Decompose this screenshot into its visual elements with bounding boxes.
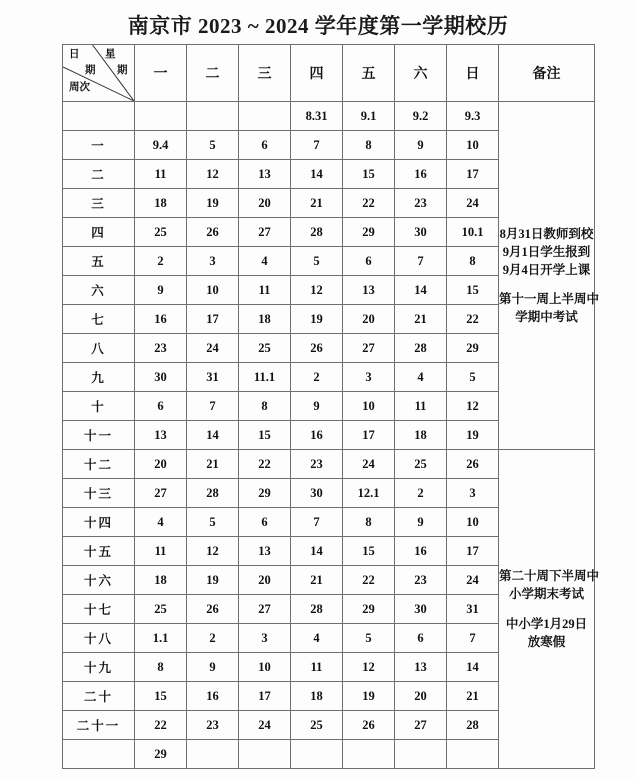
date-cell: 15 — [447, 276, 499, 305]
date-cell: 19 — [187, 189, 239, 218]
date-cell: 22 — [447, 305, 499, 334]
date-cell: 12.1 — [343, 479, 395, 508]
date-cell: 24 — [447, 566, 499, 595]
remarks-cell — [499, 450, 600, 769]
date-cell: 18 — [291, 682, 343, 711]
date-cell: 12 — [447, 392, 499, 421]
date-cell: 2 — [395, 479, 447, 508]
date-cell: 26 — [187, 218, 239, 247]
remarks-line: 第二十周下半周中 — [499, 569, 600, 584]
date-cell: 21 — [187, 450, 239, 479]
date-cell: 23 — [395, 189, 447, 218]
date-cell: 13 — [239, 160, 291, 189]
date-cell: 4 — [395, 363, 447, 392]
week-number-cell: 五 — [63, 247, 135, 276]
date-cell: 25 — [395, 450, 447, 479]
date-cell: 17 — [187, 305, 239, 334]
date-cell: 9.4 — [135, 131, 187, 160]
date-cell: 8 — [447, 247, 499, 276]
date-cell: 26 — [447, 450, 499, 479]
column-header-weekday: 日 — [447, 45, 499, 102]
date-cell: 6 — [395, 624, 447, 653]
date-cell: 27 — [135, 479, 187, 508]
date-cell: 22 — [135, 711, 187, 740]
date-cell — [187, 740, 239, 769]
date-cell — [291, 740, 343, 769]
date-cell: 25 — [291, 711, 343, 740]
date-cell: 14 — [291, 160, 343, 189]
date-cell: 31 — [447, 595, 499, 624]
column-header-weekday: 六 — [395, 45, 447, 102]
column-header-weekday: 五 — [343, 45, 395, 102]
date-cell: 17 — [343, 421, 395, 450]
date-cell: 8 — [343, 508, 395, 537]
date-cell — [239, 102, 291, 131]
week-number-cell: 十一 — [63, 421, 135, 450]
week-number-cell: 四 — [63, 218, 135, 247]
date-cell: 11 — [239, 276, 291, 305]
date-cell: 20 — [239, 189, 291, 218]
header-corner-cell — [63, 45, 135, 102]
date-cell: 14 — [187, 421, 239, 450]
week-number-cell: 九 — [63, 363, 135, 392]
date-cell: 5 — [187, 508, 239, 537]
date-cell: 5 — [447, 363, 499, 392]
calendar-table-wrapper — [62, 44, 600, 769]
date-cell: 3 — [343, 363, 395, 392]
date-cell: 23 — [395, 566, 447, 595]
remarks-line: 8月31日教师到校 — [499, 226, 594, 241]
date-cell: 6 — [343, 247, 395, 276]
date-cell: 17 — [239, 682, 291, 711]
date-cell — [343, 740, 395, 769]
date-cell: 23 — [187, 711, 239, 740]
date-cell: 18 — [135, 566, 187, 595]
remarks-line: 中小学1月29日 — [505, 616, 588, 631]
date-cell: 6 — [239, 508, 291, 537]
remarks-block — [499, 290, 600, 326]
column-header-weekday: 一 — [135, 45, 187, 102]
date-cell: 5 — [187, 131, 239, 160]
date-cell: 12 — [187, 537, 239, 566]
column-header-weekday: 二 — [187, 45, 239, 102]
date-cell: 2 — [291, 363, 343, 392]
date-cell: 24 — [239, 711, 291, 740]
remarks-block — [499, 615, 594, 651]
date-cell: 13 — [135, 421, 187, 450]
date-cell: 16 — [395, 160, 447, 189]
date-cell: 14 — [447, 653, 499, 682]
date-cell: 4 — [291, 624, 343, 653]
column-header-weekday: 三 — [239, 45, 291, 102]
date-cell: 20 — [239, 566, 291, 595]
date-cell: 11.1 — [239, 363, 291, 392]
date-cell — [239, 740, 291, 769]
remarks-line: 9月1日学生报到 — [502, 244, 591, 259]
date-cell: 9 — [395, 131, 447, 160]
date-cell: 11 — [395, 392, 447, 421]
date-cell: 17 — [447, 537, 499, 566]
date-cell: 16 — [291, 421, 343, 450]
date-cell: 16 — [135, 305, 187, 334]
date-cell: 18 — [239, 305, 291, 334]
week-number-cell: 十五 — [63, 537, 135, 566]
date-cell: 7 — [395, 247, 447, 276]
date-cell: 21 — [395, 305, 447, 334]
date-cell: 26 — [187, 595, 239, 624]
date-cell: 21 — [291, 566, 343, 595]
date-cell: 15 — [343, 537, 395, 566]
date-cell: 28 — [291, 595, 343, 624]
date-cell: 13 — [239, 537, 291, 566]
date-cell — [187, 102, 239, 131]
date-cell: 25 — [135, 595, 187, 624]
page-title: 南京市 2023 ~ 2024 学年度第一学期校历 — [127, 14, 509, 38]
date-cell: 25 — [135, 218, 187, 247]
date-cell: 15 — [135, 682, 187, 711]
date-cell: 10 — [447, 131, 499, 160]
date-cell: 17 — [447, 160, 499, 189]
date-cell: 28 — [447, 711, 499, 740]
corner-weekday-label-2: 期 — [117, 65, 128, 76]
date-cell: 3 — [447, 479, 499, 508]
week-number-cell: 十八 — [63, 624, 135, 653]
date-cell: 30 — [395, 218, 447, 247]
date-cell: 18 — [135, 189, 187, 218]
week-number-cell: 十 — [63, 392, 135, 421]
week-number-cell: 十四 — [63, 508, 135, 537]
week-number-cell: 三 — [63, 189, 135, 218]
date-cell: 21 — [447, 682, 499, 711]
date-cell: 23 — [291, 450, 343, 479]
date-cell: 12 — [291, 276, 343, 305]
date-cell: 14 — [291, 537, 343, 566]
date-cell: 3 — [239, 624, 291, 653]
date-cell: 13 — [343, 276, 395, 305]
date-cell: 6 — [239, 131, 291, 160]
date-cell: 19 — [187, 566, 239, 595]
date-cell: 1.1 — [135, 624, 187, 653]
week-number-cell: 八 — [63, 334, 135, 363]
date-cell — [447, 740, 499, 769]
column-header-remarks: 备注 — [499, 45, 595, 102]
week-number-cell: 二十一 — [63, 711, 135, 740]
date-cell: 8.31 — [291, 102, 343, 131]
remarks-line: 小学期末考试 — [508, 587, 584, 602]
date-cell: 27 — [395, 711, 447, 740]
date-cell: 25 — [239, 334, 291, 363]
date-cell: 18 — [395, 421, 447, 450]
date-cell: 30 — [291, 479, 343, 508]
corner-weeknum-label: 周次 — [69, 82, 90, 93]
date-cell: 10 — [187, 276, 239, 305]
corner-weekday-label: 星 — [105, 49, 116, 60]
school-calendar-table — [62, 44, 600, 769]
date-cell: 21 — [291, 189, 343, 218]
week-number-cell: 十二 — [63, 450, 135, 479]
date-cell: 11 — [135, 537, 187, 566]
remarks-line: 学期中考试 — [515, 310, 578, 325]
date-cell: 13 — [395, 653, 447, 682]
date-cell: 8 — [135, 653, 187, 682]
date-cell: 9 — [187, 653, 239, 682]
date-cell: 22 — [343, 566, 395, 595]
date-cell: 30 — [395, 595, 447, 624]
date-cell: 8 — [239, 392, 291, 421]
date-cell: 16 — [395, 537, 447, 566]
date-cell: 9.2 — [395, 102, 447, 131]
date-cell: 30 — [135, 363, 187, 392]
column-header-weekday: 四 — [291, 45, 343, 102]
remarks-line: 9月4日开学上课 — [502, 262, 591, 277]
date-cell: 28 — [291, 218, 343, 247]
week-number-cell — [63, 102, 135, 131]
date-cell: 15 — [343, 160, 395, 189]
date-cell: 7 — [291, 131, 343, 160]
date-cell: 28 — [395, 334, 447, 363]
date-cell: 11 — [291, 653, 343, 682]
table-row — [63, 102, 595, 131]
week-number-cell: 六 — [63, 276, 135, 305]
week-number-cell: 一 — [63, 131, 135, 160]
date-cell: 12 — [187, 160, 239, 189]
week-number-cell: 七 — [63, 305, 135, 334]
date-cell: 15 — [239, 421, 291, 450]
date-cell: 9.3 — [447, 102, 499, 131]
date-cell: 20 — [343, 305, 395, 334]
date-cell: 31 — [187, 363, 239, 392]
date-cell: 26 — [343, 711, 395, 740]
date-cell: 29 — [135, 740, 187, 769]
date-cell: 9.1 — [343, 102, 395, 131]
date-cell: 29 — [239, 479, 291, 508]
date-cell: 19 — [343, 682, 395, 711]
date-cell — [395, 740, 447, 769]
date-cell: 19 — [291, 305, 343, 334]
week-number-cell: 十六 — [63, 566, 135, 595]
date-cell: 7 — [187, 392, 239, 421]
date-cell: 5 — [291, 247, 343, 276]
date-cell: 20 — [135, 450, 187, 479]
week-number-cell — [63, 740, 135, 769]
date-cell: 5 — [343, 624, 395, 653]
week-number-cell: 十七 — [63, 595, 135, 624]
date-cell — [135, 102, 187, 131]
week-number-cell: 二十 — [63, 682, 135, 711]
remarks-block — [499, 225, 594, 279]
date-cell: 11 — [135, 160, 187, 189]
date-cell: 22 — [239, 450, 291, 479]
date-cell: 9 — [395, 508, 447, 537]
date-cell: 29 — [447, 334, 499, 363]
date-cell: 7 — [291, 508, 343, 537]
date-cell: 2 — [187, 624, 239, 653]
date-cell: 12 — [343, 653, 395, 682]
date-cell: 23 — [135, 334, 187, 363]
date-cell: 3 — [187, 247, 239, 276]
date-cell: 2 — [135, 247, 187, 276]
date-cell: 20 — [395, 682, 447, 711]
week-number-cell: 十九 — [63, 653, 135, 682]
remarks-cell — [499, 102, 600, 450]
week-number-cell: 十三 — [63, 479, 135, 508]
date-cell: 16 — [187, 682, 239, 711]
date-cell: 14 — [395, 276, 447, 305]
date-cell: 8 — [343, 131, 395, 160]
date-cell: 10.1 — [447, 218, 499, 247]
remarks-line: 第十一周上半周中 — [499, 292, 600, 307]
date-cell: 26 — [291, 334, 343, 363]
date-cell: 10 — [239, 653, 291, 682]
date-cell: 29 — [343, 218, 395, 247]
date-cell: 27 — [343, 334, 395, 363]
date-cell: 19 — [447, 421, 499, 450]
table-row — [63, 450, 595, 479]
date-cell: 29 — [343, 595, 395, 624]
date-cell: 27 — [239, 218, 291, 247]
date-cell: 10 — [447, 508, 499, 537]
corner-date-label-2: 期 — [85, 65, 96, 76]
date-cell: 24 — [187, 334, 239, 363]
corner-date-label: 日 — [69, 49, 80, 60]
date-cell: 7 — [447, 624, 499, 653]
date-cell: 28 — [187, 479, 239, 508]
remarks-block — [499, 567, 600, 603]
date-cell: 9 — [291, 392, 343, 421]
date-cell: 22 — [343, 189, 395, 218]
date-cell: 10 — [343, 392, 395, 421]
date-cell: 27 — [239, 595, 291, 624]
remarks-line: 放寒假 — [527, 634, 566, 649]
date-cell: 4 — [135, 508, 187, 537]
date-cell: 4 — [239, 247, 291, 276]
date-cell: 9 — [135, 276, 187, 305]
date-cell: 6 — [135, 392, 187, 421]
table-header-row — [63, 45, 595, 102]
date-cell: 24 — [343, 450, 395, 479]
week-number-cell: 二 — [63, 160, 135, 189]
date-cell: 24 — [447, 189, 499, 218]
